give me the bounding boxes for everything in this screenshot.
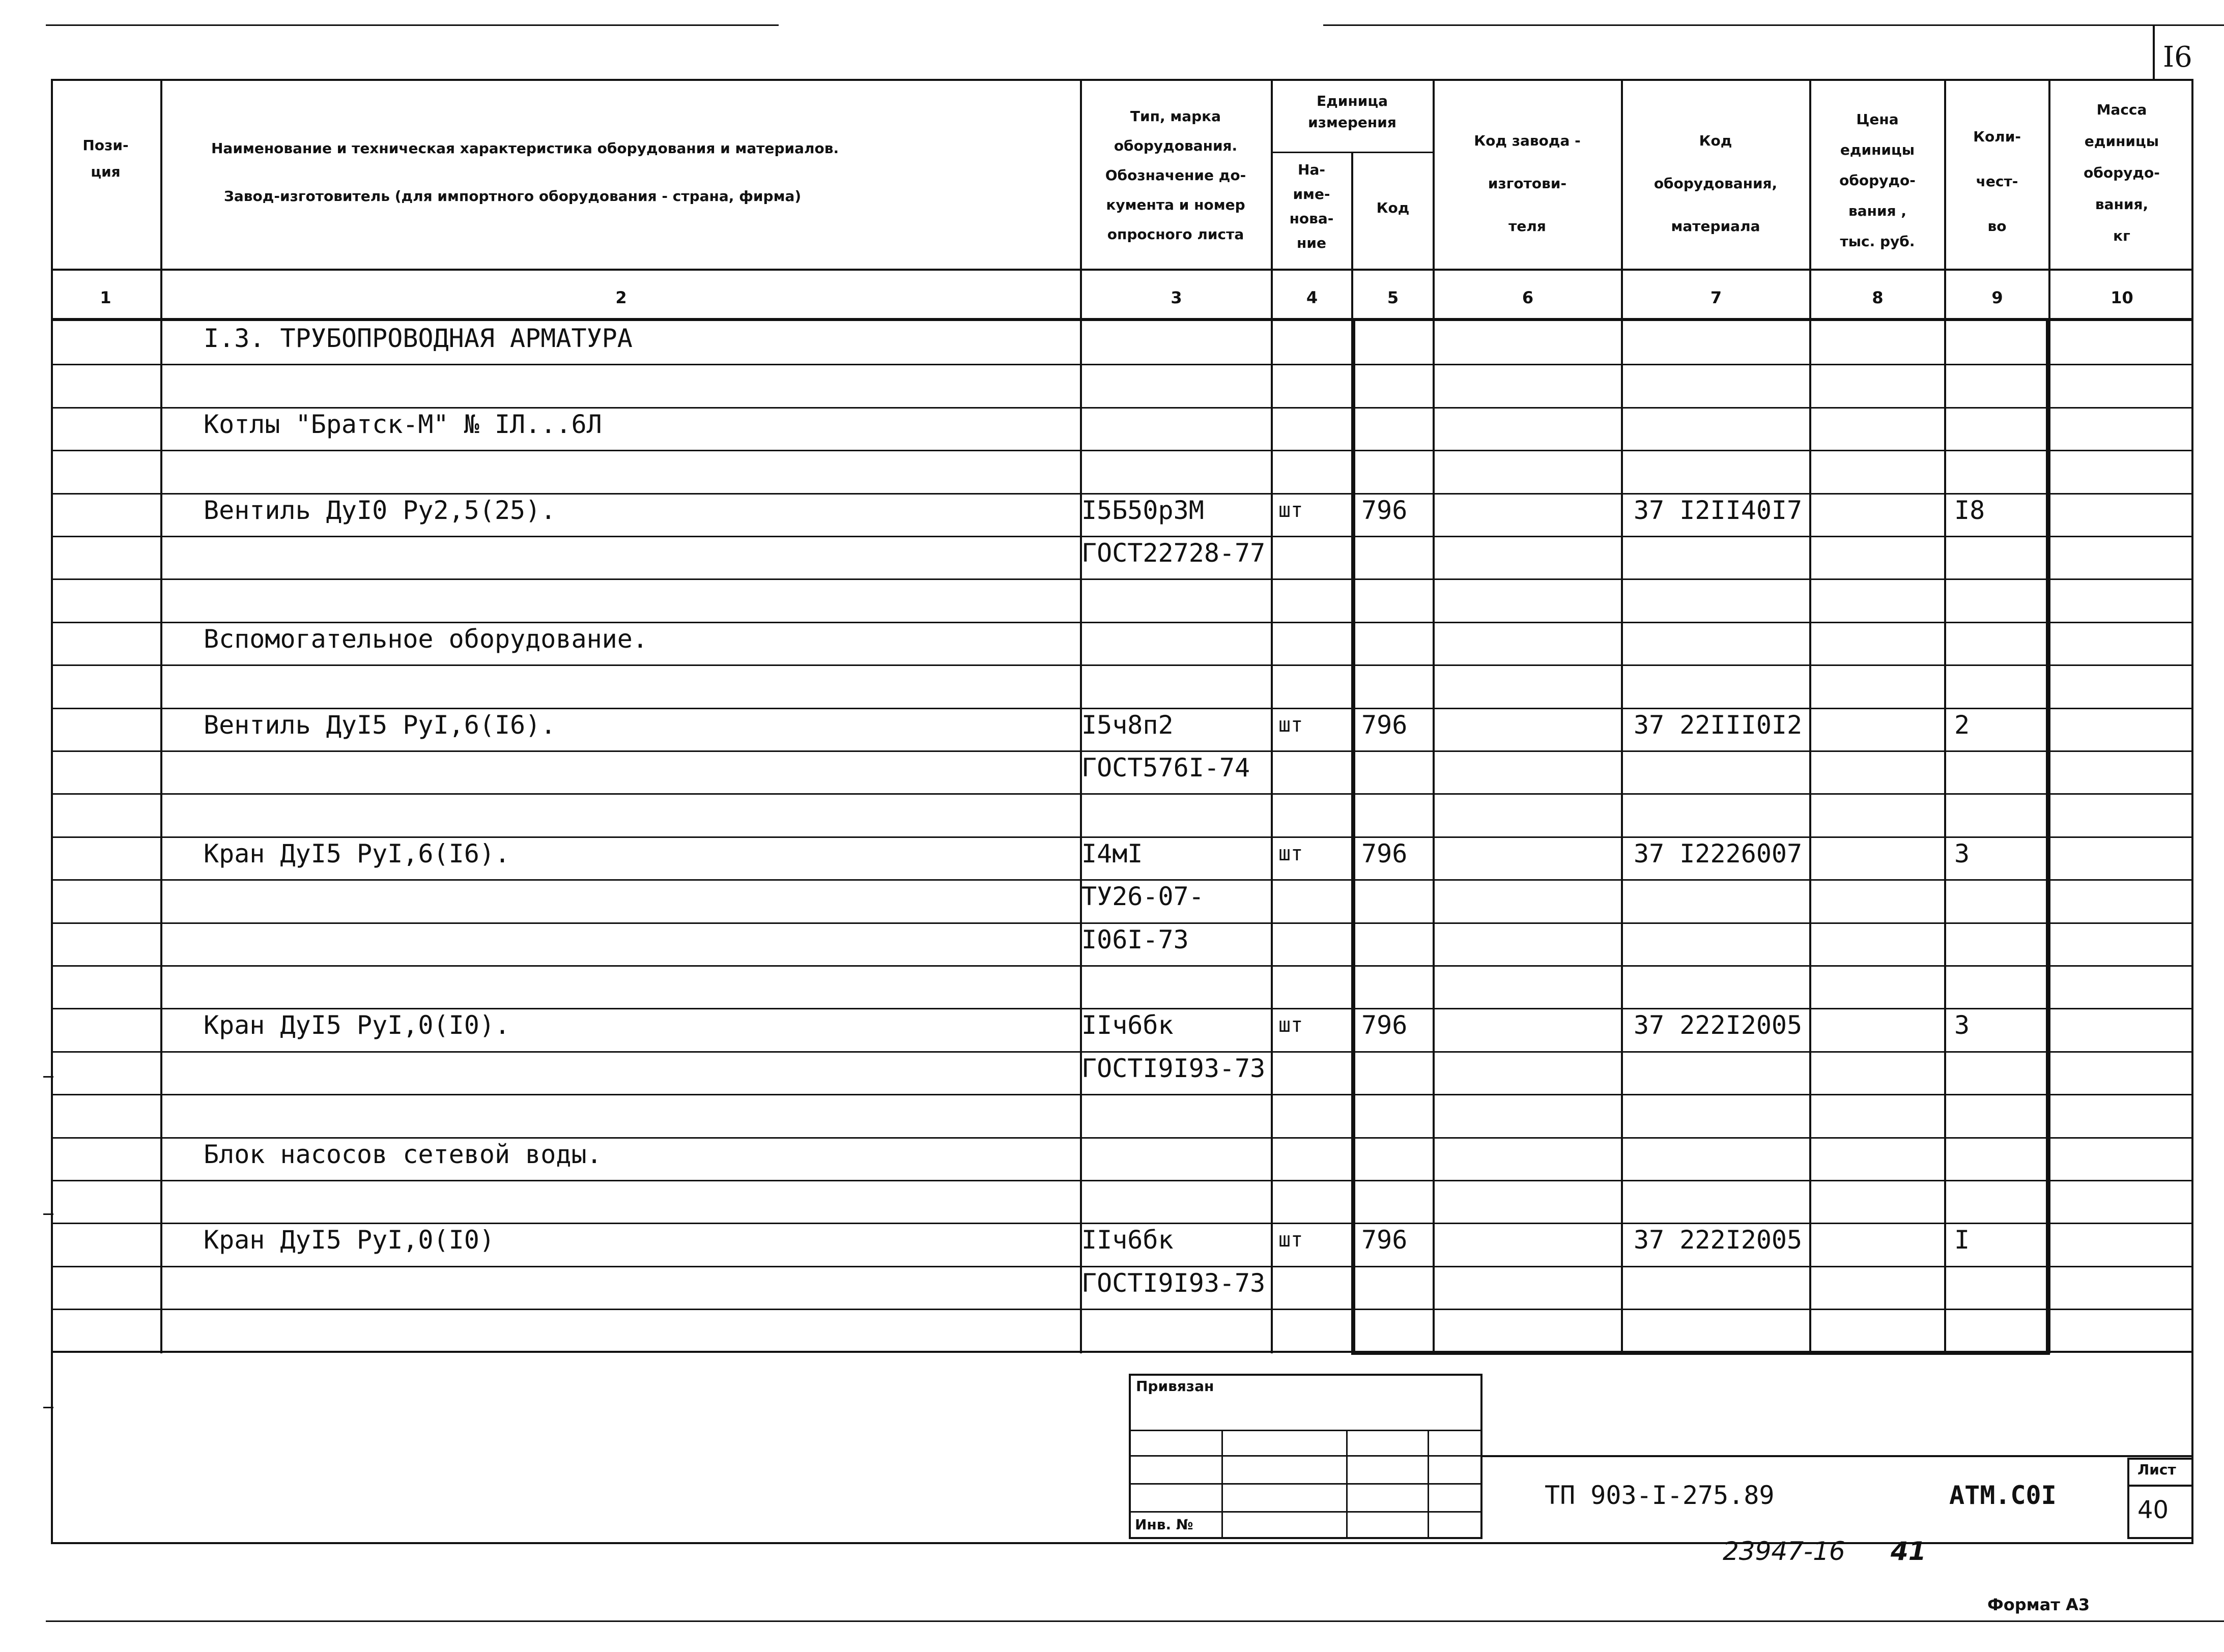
row-name: Кран ДуI5 РуI,6(I6). bbox=[204, 839, 510, 868]
header-qty-2: чест- bbox=[1976, 173, 2018, 190]
row-code: 796 bbox=[1361, 496, 1408, 525]
sheet-label: Лист bbox=[2137, 1461, 2176, 1478]
header-qty-1: Коли- bbox=[1973, 128, 2021, 145]
header-mass-3: оборудо- bbox=[2084, 164, 2160, 181]
header-type-2: оборудования. bbox=[1114, 137, 1238, 154]
row-type: ГОСТ22728-77 bbox=[1081, 538, 1266, 568]
header-factory-2: изготови- bbox=[1488, 175, 1567, 192]
row-qty: 3 bbox=[1954, 1010, 1970, 1040]
row-type: ГОСТI9I93-73 bbox=[1081, 1268, 1266, 1298]
header-qty-3: во bbox=[1987, 218, 2007, 235]
header-unit-1: Единица bbox=[1317, 93, 1388, 109]
row-type: I5ч8п2 bbox=[1081, 710, 1174, 740]
header-equip-1: Код bbox=[1699, 132, 1732, 149]
row-equip: 37 222I2005 bbox=[1634, 1010, 1803, 1040]
colnum-6: 6 bbox=[1522, 288, 1534, 307]
format-label: Формат А3 bbox=[1987, 1595, 2090, 1614]
header-unit-name-1: На- bbox=[1298, 161, 1325, 178]
doc-mark: АТМ.С0I bbox=[1949, 1481, 2057, 1510]
header-mass-4: вания, bbox=[2095, 196, 2149, 213]
inv-label: Инв. № bbox=[1135, 1516, 1193, 1533]
header-price-4: вания , bbox=[1848, 202, 1906, 219]
row-name: Котлы "Братск-М" № IЛ...6Л bbox=[204, 410, 602, 439]
row-equip: 37 222I2005 bbox=[1634, 1225, 1803, 1255]
header-type-1: Тип, марка bbox=[1130, 108, 1221, 125]
handwritten-number: 23947-16 bbox=[1723, 1537, 1845, 1566]
row-code: 796 bbox=[1361, 1225, 1408, 1255]
row-qty: I bbox=[1954, 1225, 1970, 1255]
row-unit: шт bbox=[1278, 1013, 1303, 1037]
row-type: IIч6бк bbox=[1081, 1225, 1174, 1255]
row-name: Вентиль ДуI5 РуI,6(I6). bbox=[204, 710, 556, 740]
row-code: 796 bbox=[1361, 839, 1408, 868]
header-unit-name-3: нова- bbox=[1289, 210, 1334, 227]
row-type: ГОСТ576I-74 bbox=[1081, 753, 1250, 782]
colnum-5: 5 bbox=[1387, 288, 1399, 307]
header-type-5: опросного листа bbox=[1107, 226, 1244, 243]
header-mass-5: кг bbox=[2113, 227, 2130, 244]
colnum-4: 4 bbox=[1306, 288, 1318, 307]
row-type: I06I-73 bbox=[1081, 925, 1189, 954]
header-price-3: оборудо- bbox=[1839, 172, 1916, 189]
row-unit: шт bbox=[1278, 713, 1303, 737]
row-name: Блок насосов сетевой воды. bbox=[204, 1140, 602, 1169]
header-unit-2: измерения bbox=[1308, 114, 1396, 131]
header-type-3: Обозначение до- bbox=[1105, 167, 1246, 184]
row-qty: 2 bbox=[1954, 710, 1970, 740]
row-unit: шт bbox=[1278, 1228, 1303, 1252]
row-type: ГОСТI9I93-73 bbox=[1081, 1054, 1266, 1083]
row-name: Вентиль ДуI0 Ру2,5(25). bbox=[204, 496, 556, 525]
row-type: I5Б50р3М bbox=[1081, 496, 1204, 525]
header-price-2: единицы bbox=[1840, 141, 1915, 158]
row-code: 796 bbox=[1361, 710, 1408, 740]
row-type: IIч6бк bbox=[1081, 1010, 1174, 1040]
header-pos-1: Пози- bbox=[82, 137, 129, 154]
header-factory-3: теля bbox=[1508, 218, 1546, 235]
sheet-corner-number: I6 bbox=[2163, 41, 2192, 74]
row-name: Кран ДуI5 РуI,0(I0). bbox=[204, 1010, 510, 1040]
colnum-8: 8 bbox=[1872, 288, 1884, 307]
row-equip: 37 I2II40I7 bbox=[1634, 496, 1803, 525]
doc-code: ТП 903-I-275.89 bbox=[1545, 1481, 1775, 1510]
header-name-2: Завод-изготовитель (для импортного оборудования - страна, фирма) bbox=[224, 188, 802, 205]
header-unit-name-4: ние bbox=[1297, 235, 1326, 251]
sheet-number: 40 bbox=[2137, 1496, 2169, 1524]
row-name: Вспомогательное оборудование. bbox=[204, 624, 648, 654]
row-name: Кран ДуI5 РуI,0(I0) bbox=[204, 1225, 495, 1255]
row-name: I.3. ТРУБОПРОВОДНАЯ АРМАТУРА bbox=[204, 324, 633, 353]
header-mass-1: Масса bbox=[2096, 101, 2147, 118]
handwritten-number-2: 41 bbox=[1891, 1537, 1926, 1566]
row-unit: шт bbox=[1278, 499, 1303, 522]
row-code: 796 bbox=[1361, 1010, 1408, 1040]
header-equip-3: материала bbox=[1671, 218, 1760, 235]
header-unit-code: Код bbox=[1376, 199, 1410, 216]
colnum-10: 10 bbox=[2111, 288, 2133, 307]
header-pos-2: ция bbox=[91, 163, 121, 180]
row-qty: I8 bbox=[1954, 496, 1985, 525]
row-unit: шт bbox=[1278, 842, 1303, 865]
header-equip-2: оборудования, bbox=[1653, 175, 1778, 192]
header-name-1: Наименование и техническая характеристика оборудования и материалов. bbox=[211, 140, 839, 157]
header-price-1: Цена bbox=[1856, 111, 1899, 128]
header-unit-name-2: име- bbox=[1293, 186, 1330, 202]
colnum-2: 2 bbox=[615, 288, 627, 307]
colnum-3: 3 bbox=[1171, 288, 1182, 307]
row-equip: 37 I2226007 bbox=[1634, 839, 1803, 868]
header-factory-1: Код завода - bbox=[1474, 132, 1581, 149]
privyazan-label: Привязан bbox=[1136, 1378, 1214, 1395]
colnum-7: 7 bbox=[1710, 288, 1722, 307]
row-equip: 37 22III0I2 bbox=[1634, 710, 1803, 740]
row-qty: 3 bbox=[1954, 839, 1970, 868]
colnum-1: 1 bbox=[100, 288, 111, 307]
header-mass-2: единицы bbox=[2084, 133, 2159, 150]
row-type: I4мI bbox=[1081, 839, 1143, 868]
header-type-4: кумента и номер bbox=[1106, 196, 1245, 213]
colnum-9: 9 bbox=[1991, 288, 2003, 307]
header-price-5: тыс. руб. bbox=[1840, 233, 1915, 250]
row-type: ТУ26-07- bbox=[1081, 882, 1204, 911]
